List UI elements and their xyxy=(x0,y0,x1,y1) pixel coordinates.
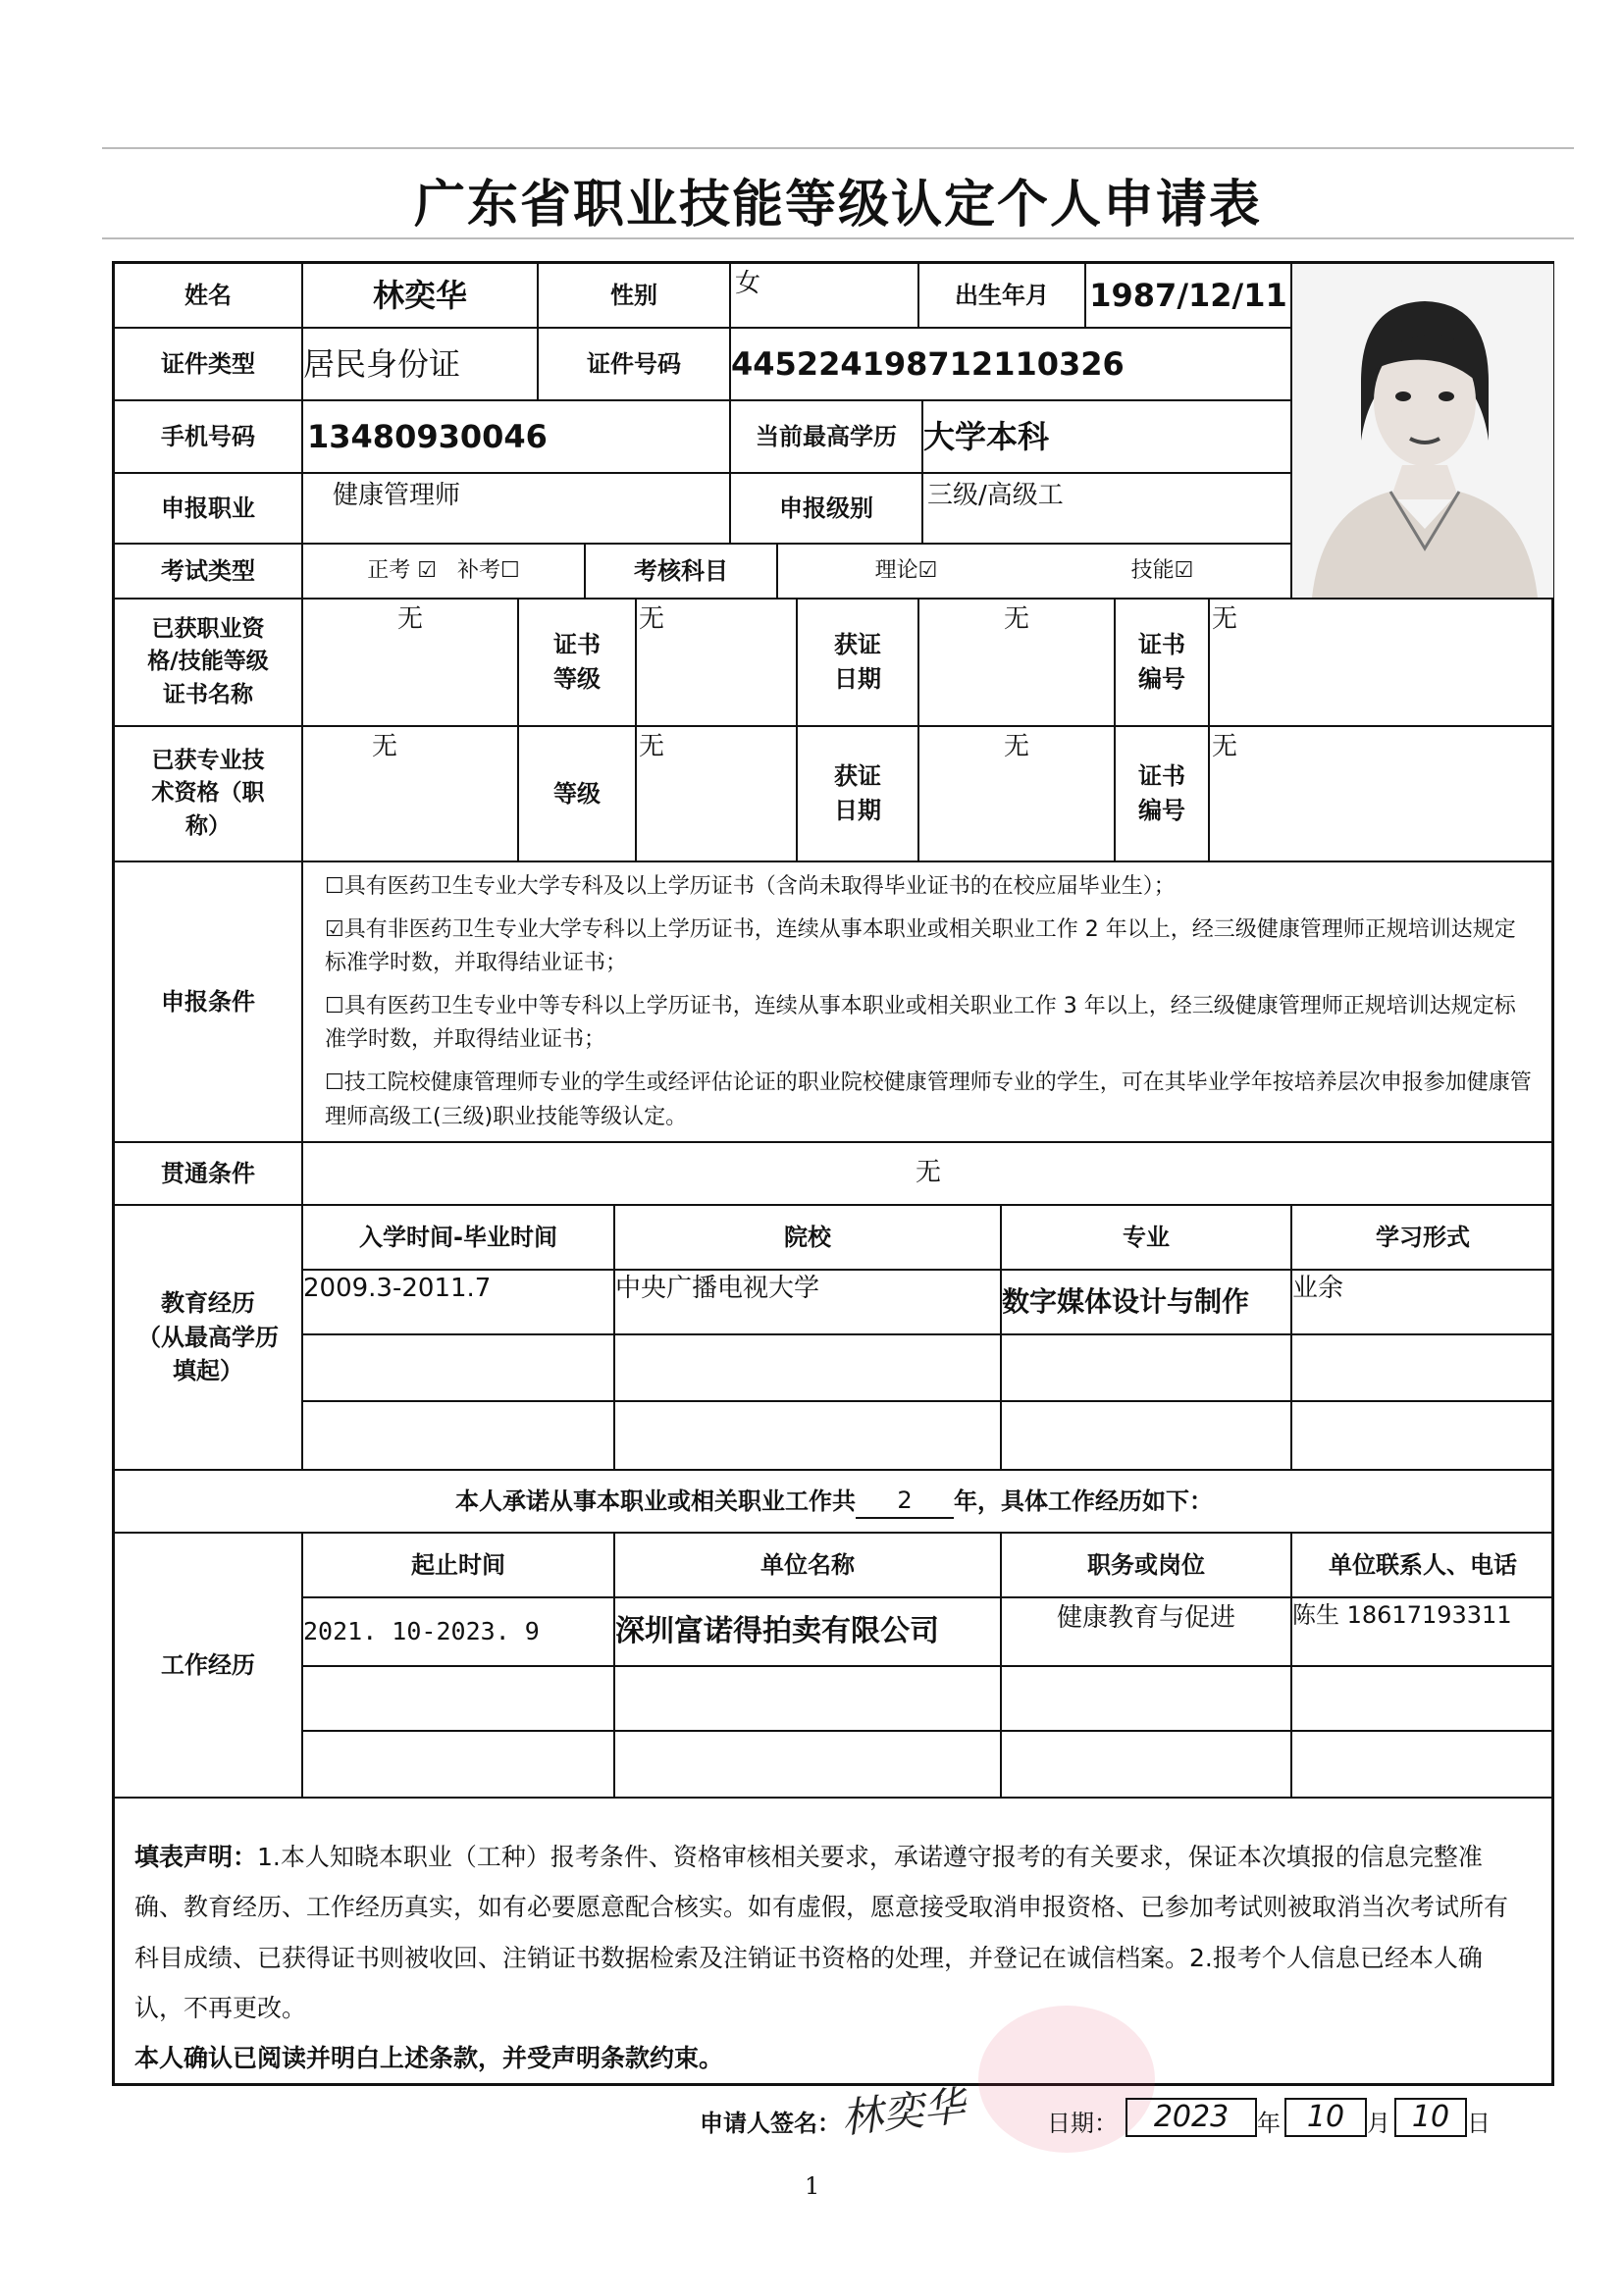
value-title-name: 无 xyxy=(303,727,519,862)
edu-empty-cell xyxy=(303,1402,615,1471)
photo-portrait-icon xyxy=(1292,264,1553,598)
label-education-history: 教育经历 （从最高学历 填起） xyxy=(115,1206,303,1471)
label-title-number: 证书 编号 xyxy=(1116,727,1210,862)
theory-checkbox: ☑ xyxy=(917,558,938,584)
work-empty-cell xyxy=(615,1732,1002,1799)
day-unit: 日 xyxy=(1467,2110,1491,2137)
value-phone: 13480930046 xyxy=(303,401,731,474)
value-name: 林奕华 xyxy=(303,264,539,329)
label-birth: 出生年月 xyxy=(919,264,1086,329)
label-title-level: 等级 xyxy=(519,727,637,862)
form-title-bar xyxy=(102,147,1574,239)
work-empty-cell xyxy=(303,1667,615,1732)
label-phone: 手机号码 xyxy=(115,401,303,474)
value-title-date: 无 xyxy=(919,727,1116,862)
label-gender: 性别 xyxy=(539,264,731,329)
skill-checkbox: ☑ xyxy=(1174,558,1194,584)
edu-row-major: 数字媒体设计与制作 xyxy=(1002,1271,1292,1335)
work-row-contact: 陈生 18617193311 xyxy=(1292,1598,1553,1667)
label-work-history: 工作经历 xyxy=(115,1534,303,1799)
handwritten-signature: 林奕华 xyxy=(839,2081,968,2143)
edu-row-mode: 业余 xyxy=(1292,1271,1553,1335)
exam-type-options xyxy=(303,545,586,600)
work-row-period: 2021. 10-2023. 9 xyxy=(303,1598,615,1667)
label-occupation: 申报职业 xyxy=(115,474,303,545)
date-year: 2023 xyxy=(1126,2098,1257,2137)
value-bridge: 无 xyxy=(303,1143,1553,1206)
edu-empty-cell xyxy=(615,1335,1002,1402)
edu-header-school: 院校 xyxy=(615,1206,1002,1271)
page-number: 1 xyxy=(805,2172,820,2200)
label-level: 申报级别 xyxy=(731,474,923,545)
value-education: 大学本科 xyxy=(923,401,1292,474)
edu-empty-cell xyxy=(1292,1402,1553,1471)
declaration-confirm: 本人确认已阅读并明白上述条款，并受声明条款约束。 xyxy=(134,2044,724,2072)
label-exam-type: 考试类型 xyxy=(115,545,303,600)
value-title-number: 无 xyxy=(1210,727,1553,862)
value-id-number: 445224198712110326 xyxy=(731,329,1292,401)
application-form xyxy=(112,261,1554,2143)
signature-label: 申请人签名： xyxy=(700,2110,841,2137)
work-row-position: 健康教育与促进 xyxy=(1002,1598,1292,1667)
value-cert-number: 无 xyxy=(1210,600,1553,727)
work-header-period: 起止时间 xyxy=(303,1534,615,1598)
work-row-employer: 深圳富诺得拍卖有限公司 xyxy=(615,1598,1002,1667)
makeup-exam-label: 补考 xyxy=(456,558,500,584)
label-education: 当前最高学历 xyxy=(731,401,923,474)
value-cert-date: 无 xyxy=(919,600,1116,727)
exam-subject-options xyxy=(778,545,1292,600)
work-empty-cell xyxy=(1002,1667,1292,1732)
value-id-type: 居民身份证 xyxy=(303,329,539,401)
work-empty-cell xyxy=(303,1732,615,1799)
work-header-employer: 单位名称 xyxy=(615,1534,1002,1598)
edu-row-period: 2009.3-2011.7 xyxy=(303,1271,615,1335)
declaration-label: 填表声明： xyxy=(134,1843,258,1871)
value-title-level: 无 xyxy=(637,727,798,862)
condition-item: ☐具有医药卫生专业中等专科以上学历证书，连续从事本职业或相关职业工作 3 年以上，经三级健康管理师正规培训达规定标准学时数，并取得结业证书； xyxy=(325,994,1516,1053)
form-title: 广东省职业技能等级认定个人申请表 xyxy=(413,176,1262,235)
signature-row xyxy=(115,2081,1551,2153)
value-cert-level: 无 xyxy=(637,600,798,727)
value-birth: 1987/12/11 xyxy=(1086,264,1292,329)
skill-label: 技能 xyxy=(1130,558,1175,584)
pledge-years: 2 xyxy=(856,1484,954,1520)
date-label: 日期： xyxy=(1047,2110,1118,2137)
value-cert-name: 无 xyxy=(303,600,519,727)
edu-row-school: 中央广播电视大学 xyxy=(615,1271,1002,1335)
condition-item: ☑具有非医药卫生专业大学专科以上学历证书，连续从事本职业或相关职业工作 2 年以上，经三级健康管理师正规培训达规定标准学时数，并取得结业证书； xyxy=(325,917,1516,976)
value-gender: 女 xyxy=(731,264,919,329)
declaration xyxy=(115,1814,1551,2083)
label-name: 姓名 xyxy=(115,264,303,329)
value-occupation: 健康管理师 xyxy=(303,474,731,545)
regular-exam-checkbox: ☑ xyxy=(417,558,437,584)
label-cert-qualification: 已获职业资 格/技能等级 证书名称 xyxy=(115,600,303,727)
makeup-exam-checkbox: ☐ xyxy=(500,558,520,584)
work-empty-cell xyxy=(1292,1732,1553,1799)
value-level: 三级/高级工 xyxy=(923,474,1292,545)
label-cert-number: 证书 编号 xyxy=(1116,600,1210,727)
regular-exam-label: 正考 xyxy=(367,558,411,584)
month-unit: 月 xyxy=(1367,2110,1390,2137)
edu-header-period: 入学时间-毕业时间 xyxy=(303,1206,615,1271)
declaration-text: 1.本人知晓本职业（工种）报考条件、资格审核相关要求，承诺遵守报考的有关要求，保证本次填报的信息完整准确、教育经历、工作经历真实，如有必要愿意配合核实。如有虚假，愿意接受取消申报资格、已参加考试则被取消当次考试所有科目成绩、已获得证书则被收回、注销证书数据检索及注销证书资格的处理，并登记在诚信档案。2.报考个人信息已经本人确认，不再更改。 xyxy=(134,1843,1509,2022)
date-month: 10 xyxy=(1284,2098,1367,2137)
label-conditions: 申报条件 xyxy=(115,862,303,1143)
label-id-type: 证件类型 xyxy=(115,329,303,401)
edu-header-major: 专业 xyxy=(1002,1206,1292,1271)
edu-empty-cell xyxy=(1002,1402,1292,1471)
label-id-number: 证件号码 xyxy=(539,329,731,401)
edu-empty-cell xyxy=(303,1335,615,1402)
year-unit: 年 xyxy=(1257,2110,1281,2137)
work-empty-cell xyxy=(1292,1667,1553,1732)
work-empty-cell xyxy=(615,1667,1002,1732)
condition-item: ☐具有医药卫生专业大学专科及以上学历证书（含尚未取得毕业证书的在校应届毕业生）； xyxy=(325,874,1176,899)
edu-empty-cell xyxy=(1292,1335,1553,1402)
edu-header-mode: 学习形式 xyxy=(1292,1206,1553,1271)
label-title-date: 获证 日期 xyxy=(798,727,919,862)
label-bridge: 贯通条件 xyxy=(115,1143,303,1206)
condition-item: ☐技工院校健康管理师专业的学生或经评估论证的职业院校健康管理师专业的学生，可在其毕业学年按培养层次申报参加健康管理师高级工(三级)职业技能等级认定。 xyxy=(325,1070,1532,1129)
label-cert-date: 获证 日期 xyxy=(798,600,919,727)
edu-empty-cell xyxy=(615,1402,1002,1471)
work-pledge: 本人承诺从事本职业或相关职业工作共 2 年，具体工作经历如下： xyxy=(115,1471,1553,1534)
edu-empty-cell xyxy=(1002,1335,1292,1402)
label-cert-level: 证书 等级 xyxy=(519,600,637,727)
label-exam-subject: 考核科目 xyxy=(586,545,778,600)
applicant-photo xyxy=(1292,264,1553,600)
work-header-contact: 单位联系人、电话 xyxy=(1292,1534,1553,1598)
work-header-position: 职务或岗位 xyxy=(1002,1534,1292,1598)
conditions-list xyxy=(303,862,1553,1143)
work-empty-cell xyxy=(1002,1732,1292,1799)
label-professional-title: 已获专业技 术资格（职 称） xyxy=(115,727,303,862)
theory-label: 理论 xyxy=(874,558,918,584)
date-day: 10 xyxy=(1394,2098,1467,2137)
